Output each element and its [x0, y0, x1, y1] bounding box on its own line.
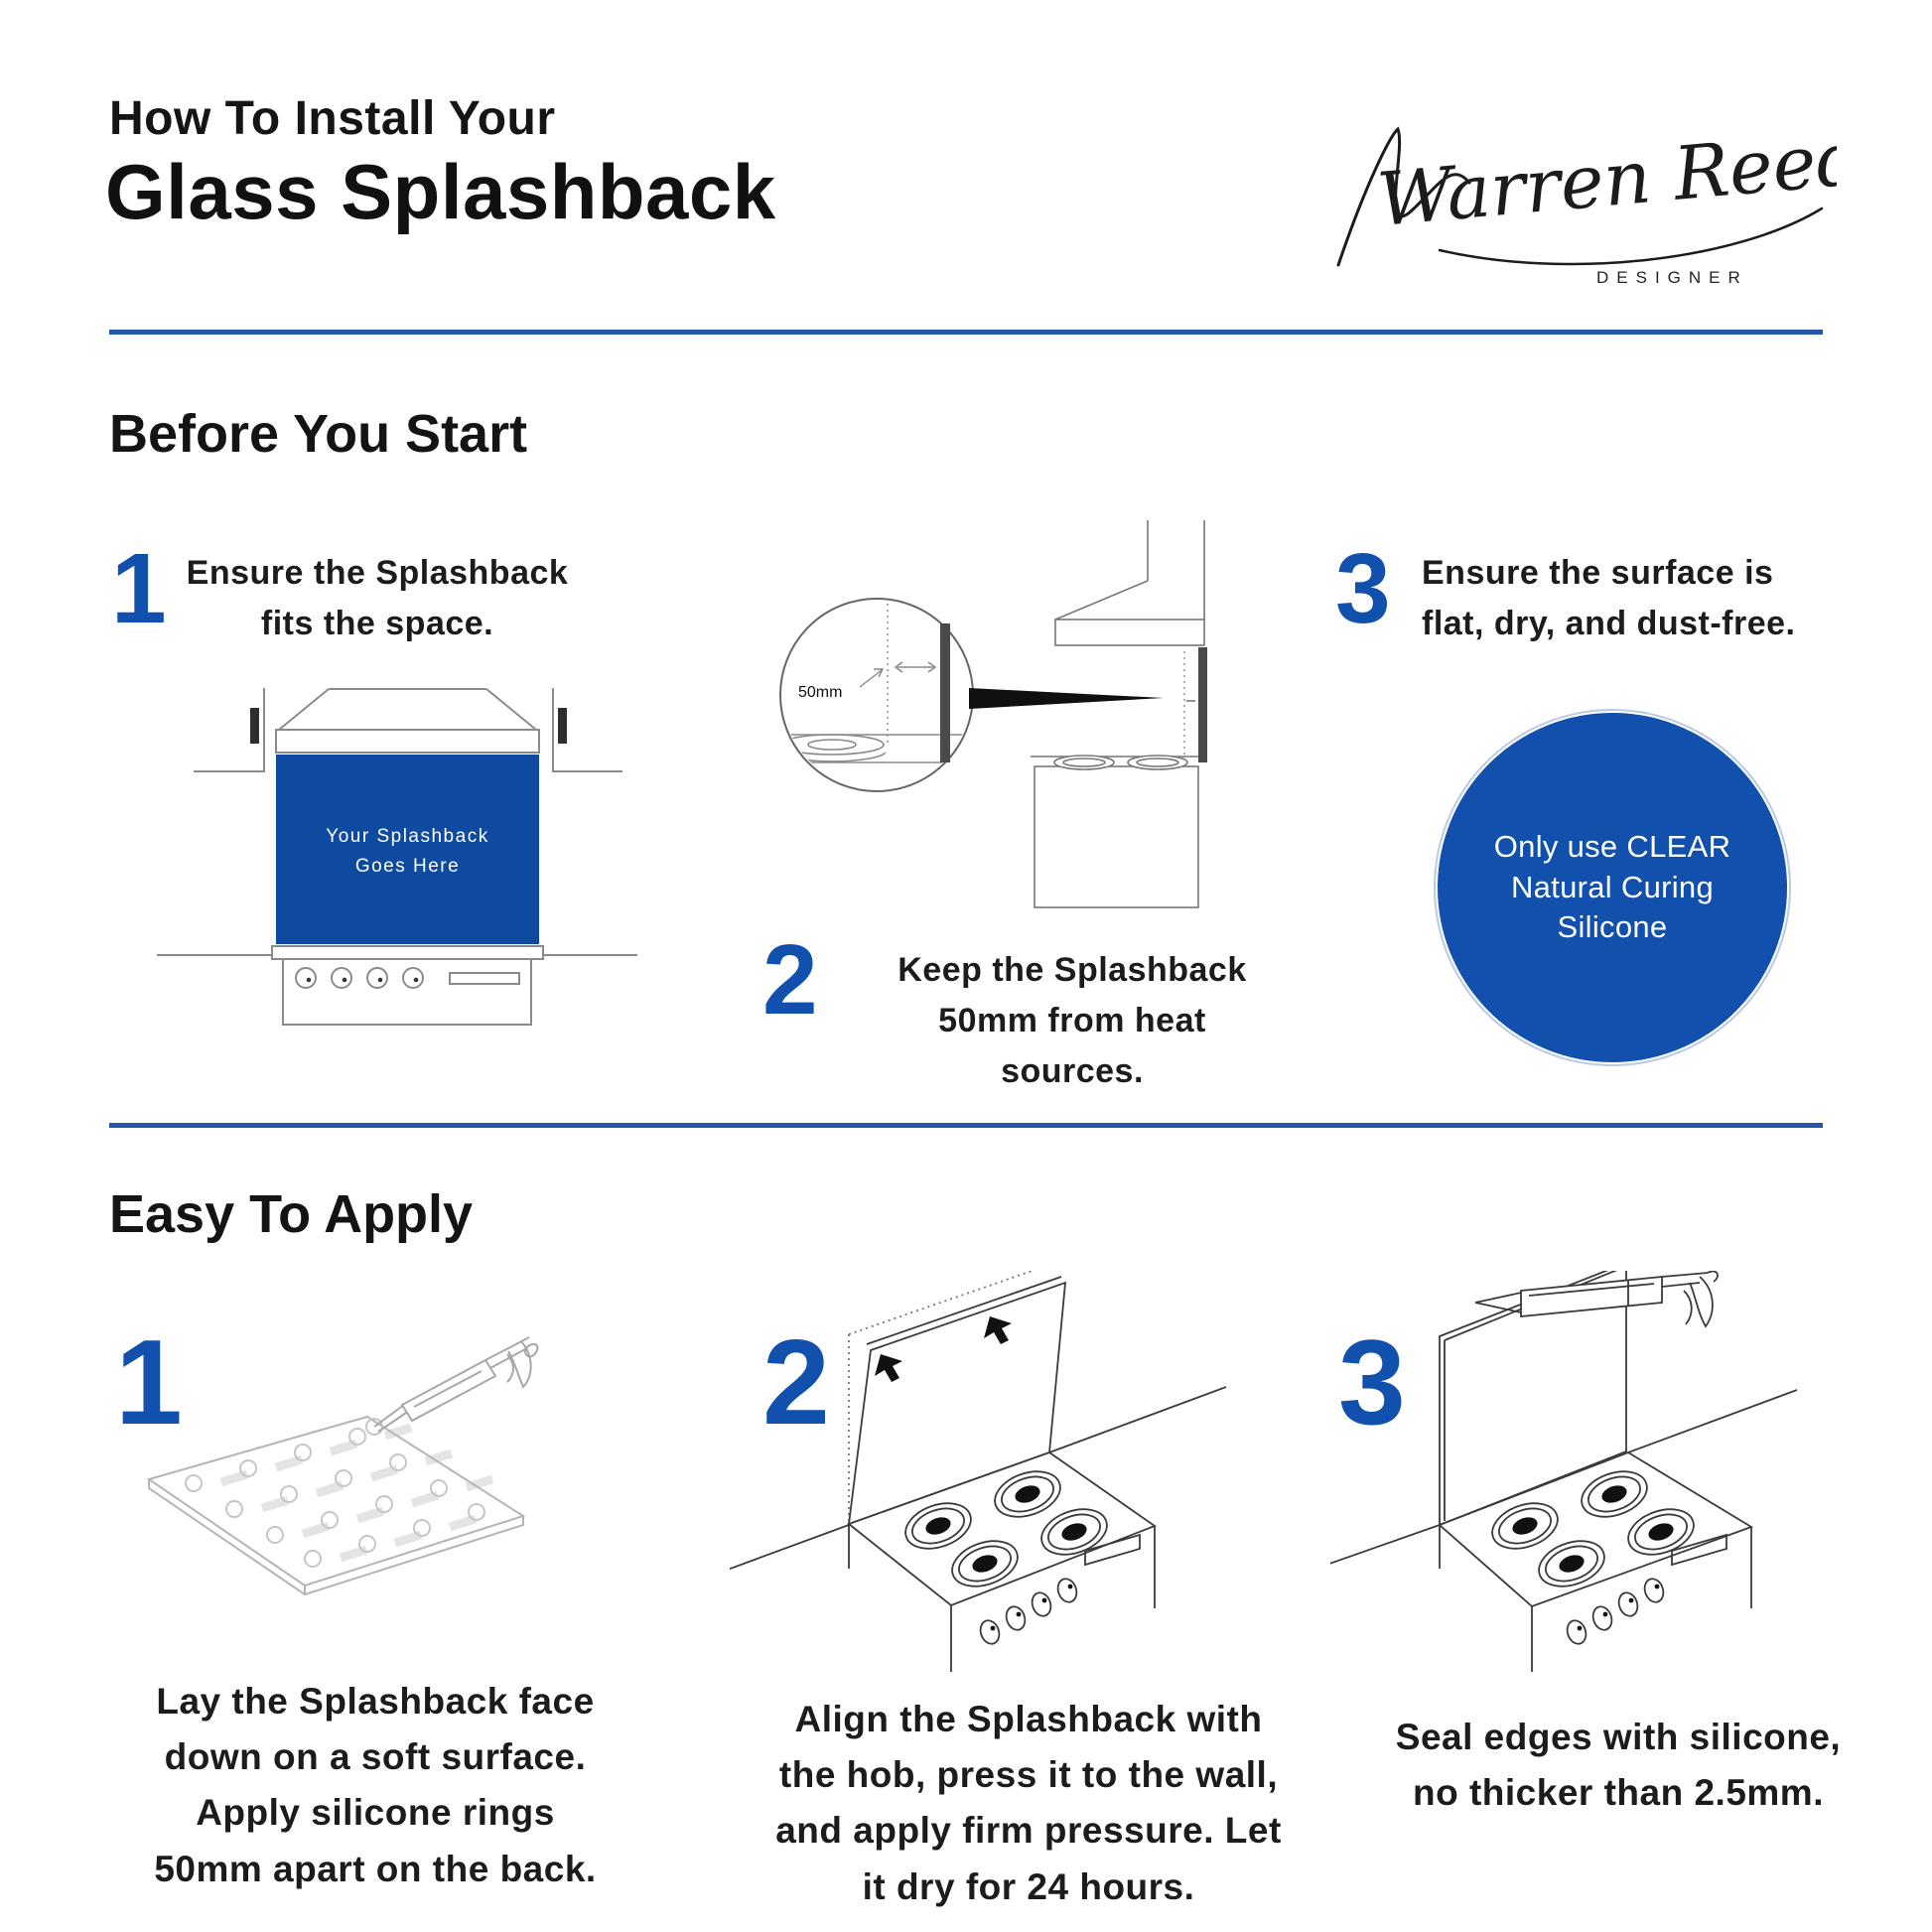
before-step3-text: [1422, 548, 1859, 649]
splashback-area-label: [276, 822, 539, 883]
apply-step1-number: 1: [115, 1314, 183, 1449]
text-line: down on a soft surface.: [164, 1736, 587, 1778]
dimension-label: 50mm: [798, 684, 843, 701]
header-divider: [109, 330, 1823, 335]
apply-step2-number: 2: [762, 1314, 830, 1449]
text-line: 50mm apart on the back.: [154, 1848, 597, 1889]
text-line: Keep the Splashback: [897, 951, 1247, 989]
brand-signature-icon: [1320, 91, 1837, 305]
text-line: Ensure the Splashback: [186, 554, 569, 592]
splashback-panel-back: [149, 1417, 523, 1586]
counter-unit: [1035, 766, 1198, 907]
text-line: fits the space.: [260, 605, 494, 642]
splashback-on-wall: [1198, 647, 1207, 762]
apply-step2-text: [721, 1692, 1336, 1915]
text-line: no thicker than 2.5mm.: [1413, 1772, 1824, 1814]
diagram-heat-distance: [764, 506, 1281, 943]
diagram-silicone-rings: [104, 1311, 571, 1638]
text-line: Apply silicone rings: [196, 1792, 555, 1834]
text-line: Ensure the surface is: [1422, 554, 1774, 592]
section-divider: [109, 1123, 1823, 1128]
silicone-note-text: [1494, 827, 1731, 949]
diagram-seal-edges: [1330, 1271, 1847, 1688]
apply-step1-text: [117, 1674, 633, 1897]
text-line: Only use CLEAR: [1493, 828, 1731, 864]
text-line: Align the Splashback with: [794, 1699, 1263, 1739]
text-line: Lay the Splashback face: [156, 1681, 595, 1722]
pointer-wedge: [969, 688, 1164, 709]
text-line: Seal edges with silicone,: [1395, 1717, 1842, 1757]
text-line: flat, dry, and dust-free.: [1422, 605, 1796, 642]
before-step2-text: [849, 945, 1296, 1097]
page-title-kicker: How To Install Your: [109, 92, 556, 145]
text-line: it dry for 24 hours.: [862, 1865, 1195, 1907]
diagram-align-splashback: [730, 1271, 1226, 1688]
before-step2-number: 2: [762, 924, 818, 1035]
caulk-gun-icon: [374, 1337, 537, 1432]
before-step1-number: 1: [111, 533, 167, 644]
text-line: sources.: [1001, 1052, 1144, 1090]
text-line: 50mm from heat: [938, 1002, 1206, 1039]
text-line: Your Splashback: [326, 826, 489, 847]
apply-step3-text: [1365, 1710, 1871, 1821]
before-step1-text: [179, 548, 576, 649]
cabinet-handle: [250, 708, 259, 744]
section-heading-apply: Easy To Apply: [109, 1184, 474, 1244]
brand-subtitle: DESIGNER: [1596, 268, 1748, 287]
cooker-hood: [276, 730, 539, 753]
brand-name-text: Warren Reed: [1374, 115, 1837, 243]
splashback-edge: [940, 623, 950, 762]
text-line: the hob, press it to the wall,: [778, 1754, 1279, 1796]
text-line: and apply firm pressure. Let: [775, 1810, 1282, 1852]
text-line: Silicone: [1557, 909, 1668, 945]
before-step3-number: 3: [1335, 533, 1391, 644]
text-line: Goes Here: [354, 856, 461, 878]
page-title: Glass Splashback: [105, 148, 776, 235]
hood-canopy: [1055, 620, 1204, 645]
silicone-note-badge: [1436, 711, 1789, 1064]
text-line: Natural Curing: [1510, 869, 1715, 904]
hob-strip: [272, 946, 543, 959]
brand-logo: [1320, 91, 1837, 305]
side-view-kitchen: [1031, 520, 1204, 907]
cabinet-handle: [558, 708, 567, 744]
section-heading-before: Before You Start: [109, 404, 528, 464]
apply-step3-number: 3: [1338, 1314, 1406, 1449]
